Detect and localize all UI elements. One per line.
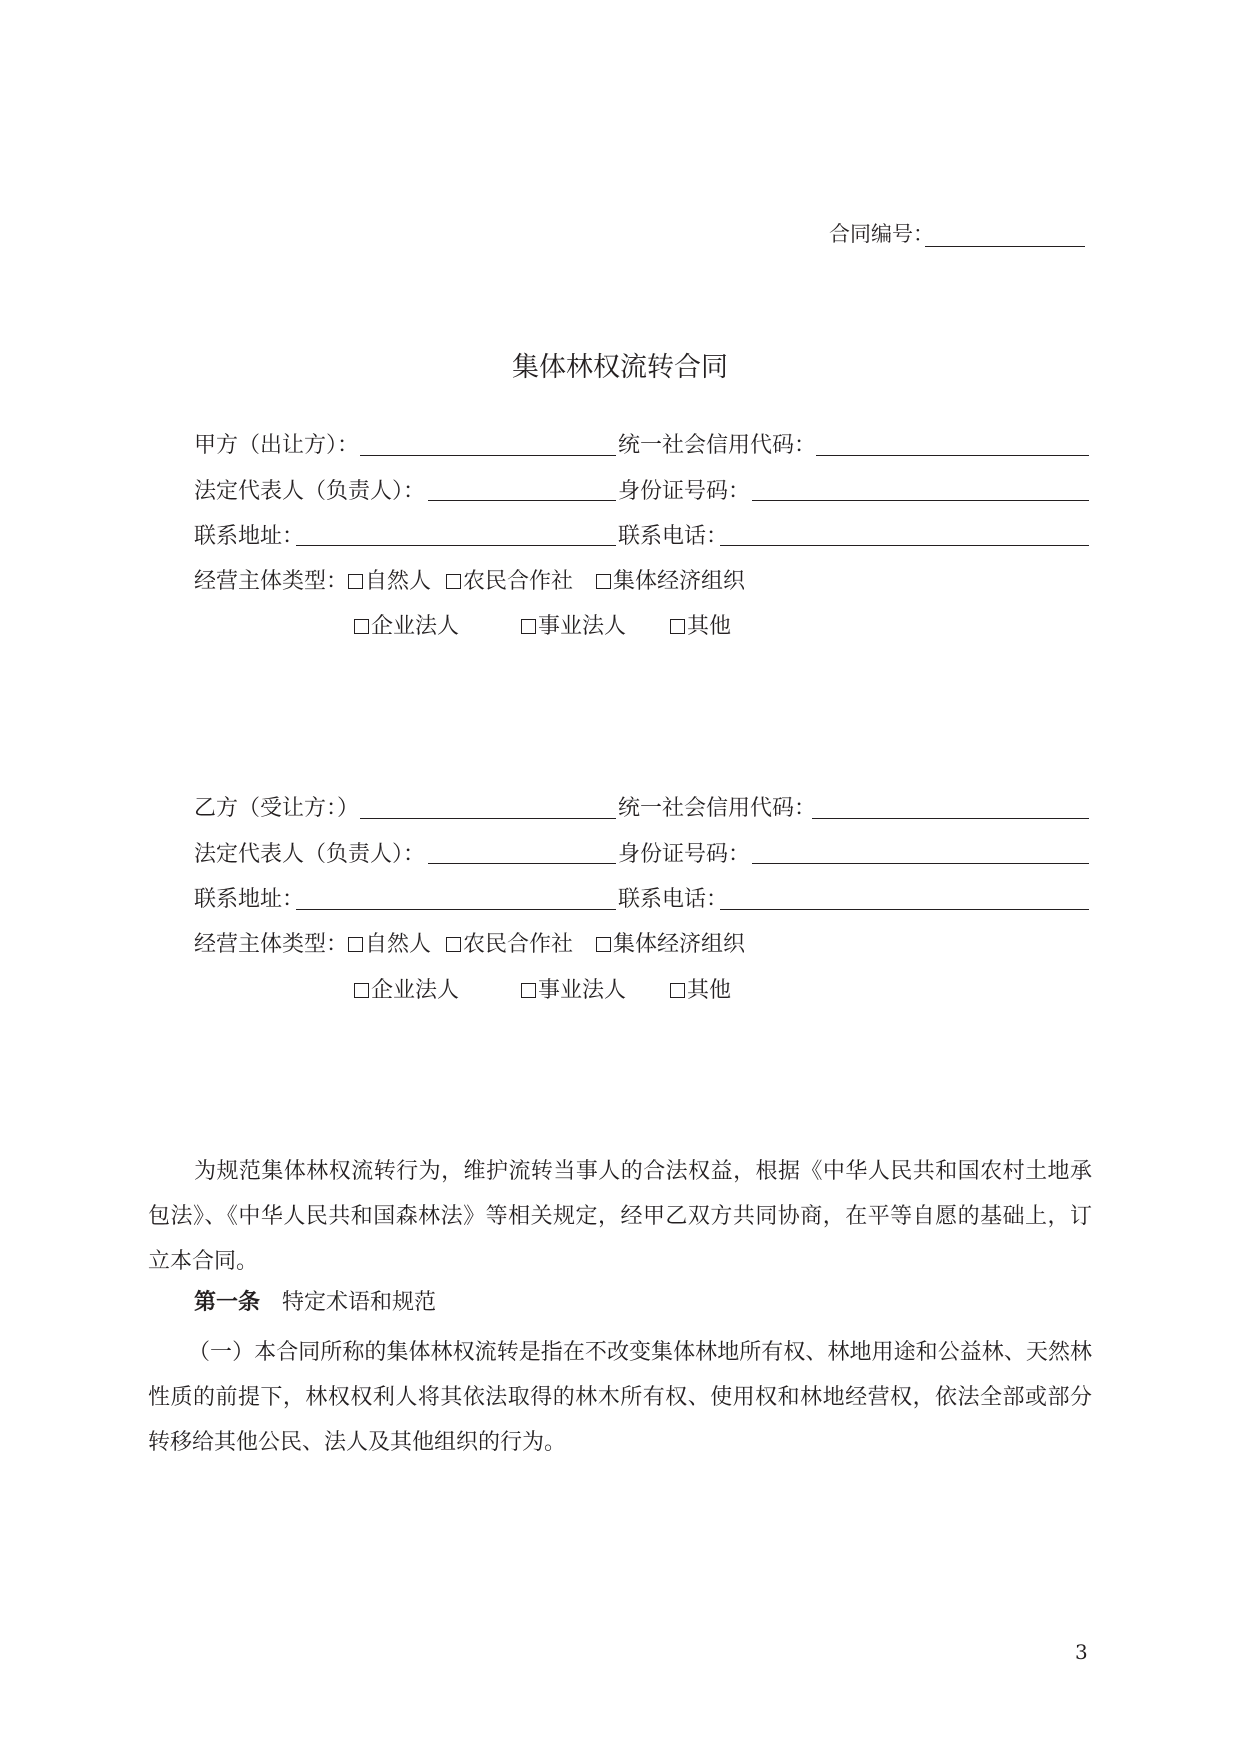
party-b-credit-code-label: 统一社会信用代码： <box>618 796 817 821</box>
party-a-address-line[interactable] <box>296 545 616 546</box>
party-b-address-line[interactable] <box>296 909 616 910</box>
preamble-paragraph: 为规范集体林权流转行为，维护流转当事人的合法权益，根据《中华人民共和国农村土地承包法》、《中华人民共和国森林法》等相关规定，经甲乙双方共同协商，在平等自愿的基础上，订立本合同。 <box>148 1159 1092 1274</box>
checkbox-icon[interactable] <box>521 983 536 998</box>
party-a-address-label: 联系地址： <box>194 524 305 549</box>
party-b-rep-line[interactable] <box>428 863 616 864</box>
party-a-option-enterprise[interactable]: 企业法人 <box>354 609 459 640</box>
article-1-clause-1: （一）本合同所称的集体林权流转是指在不改变集体林地所有权、林地用途和公益林、天然林性质的前提下，林权权利人将其依法取得的林木所有权、使用权和林地经营权，依法全部或部分转移给其他公民、法人及其他组织的行为。 <box>148 1340 1092 1455</box>
party-b-option-natural-person[interactable]: 自然人 <box>348 927 431 958</box>
party-a-phone-line[interactable] <box>720 545 1089 546</box>
checkbox-icon[interactable] <box>521 619 536 634</box>
party-b-id-line[interactable] <box>752 863 1089 864</box>
checkbox-icon[interactable] <box>354 983 369 998</box>
checkbox-icon[interactable] <box>670 619 685 634</box>
party-a-name-label: 甲方（出让方）： <box>194 433 360 458</box>
checkbox-icon[interactable] <box>446 937 461 952</box>
contract-number-line[interactable] <box>925 246 1085 247</box>
contract-number-label: 合同编号： <box>829 222 934 246</box>
party-a-type-label: 经营主体类型： <box>194 569 349 594</box>
party-b-name-line[interactable] <box>360 818 616 819</box>
party-a-credit-code-line[interactable] <box>816 455 1089 456</box>
party-b-address-label: 联系地址： <box>194 887 305 912</box>
checkbox-icon[interactable] <box>348 937 363 952</box>
party-a-credit-code-label: 统一社会信用代码： <box>618 433 817 458</box>
checkbox-icon[interactable] <box>670 983 685 998</box>
party-a-option-natural-person[interactable]: 自然人 <box>348 564 431 595</box>
checkbox-icon[interactable] <box>596 574 611 589</box>
article-1-heading <box>194 1285 436 1316</box>
party-a-rep-label: 法定代表人（负责人）： <box>194 479 426 504</box>
page-number: 3 <box>1075 1640 1088 1664</box>
checkbox-icon[interactable] <box>348 574 363 589</box>
party-b-credit-code-line[interactable] <box>812 818 1089 819</box>
party-a-rep-line[interactable] <box>428 500 616 501</box>
party-b-type-label: 经营主体类型： <box>194 932 349 957</box>
document-title: 集体林权流转合同 <box>512 352 728 383</box>
party-a-option-other[interactable]: 其他 <box>670 609 731 640</box>
party-a-option-cooperative[interactable]: 农民合作社 <box>446 564 573 595</box>
party-b-option-collective-org[interactable]: 集体经济组织 <box>596 927 745 958</box>
party-a-id-line[interactable] <box>752 500 1089 501</box>
article-1-title: 特定术语和规范 <box>282 1290 437 1315</box>
checkbox-icon[interactable] <box>354 619 369 634</box>
party-b-rep-label: 法定代表人（负责人）： <box>194 842 426 867</box>
party-a-name-line[interactable] <box>360 455 616 456</box>
party-a-option-institution[interactable]: 事业法人 <box>521 609 626 640</box>
party-b-option-other[interactable]: 其他 <box>670 973 731 1004</box>
party-b-option-institution[interactable]: 事业法人 <box>521 973 626 1004</box>
checkbox-icon[interactable] <box>446 574 461 589</box>
party-b-phone-line[interactable] <box>720 909 1089 910</box>
article-1-number: 第一条 <box>194 1290 261 1315</box>
checkbox-icon[interactable] <box>596 937 611 952</box>
party-b-option-cooperative[interactable]: 农民合作社 <box>446 927 573 958</box>
party-a-phone-label: 联系电话： <box>618 524 729 549</box>
party-a-option-collective-org[interactable]: 集体经济组织 <box>596 564 745 595</box>
party-b-phone-label: 联系电话： <box>618 887 729 912</box>
party-b-id-label: 身份证号码： <box>618 842 751 867</box>
party-b-name-label: 乙方（受让方：） <box>194 796 360 821</box>
party-b-option-enterprise[interactable]: 企业法人 <box>354 973 459 1004</box>
party-a-id-label: 身份证号码： <box>618 479 751 504</box>
